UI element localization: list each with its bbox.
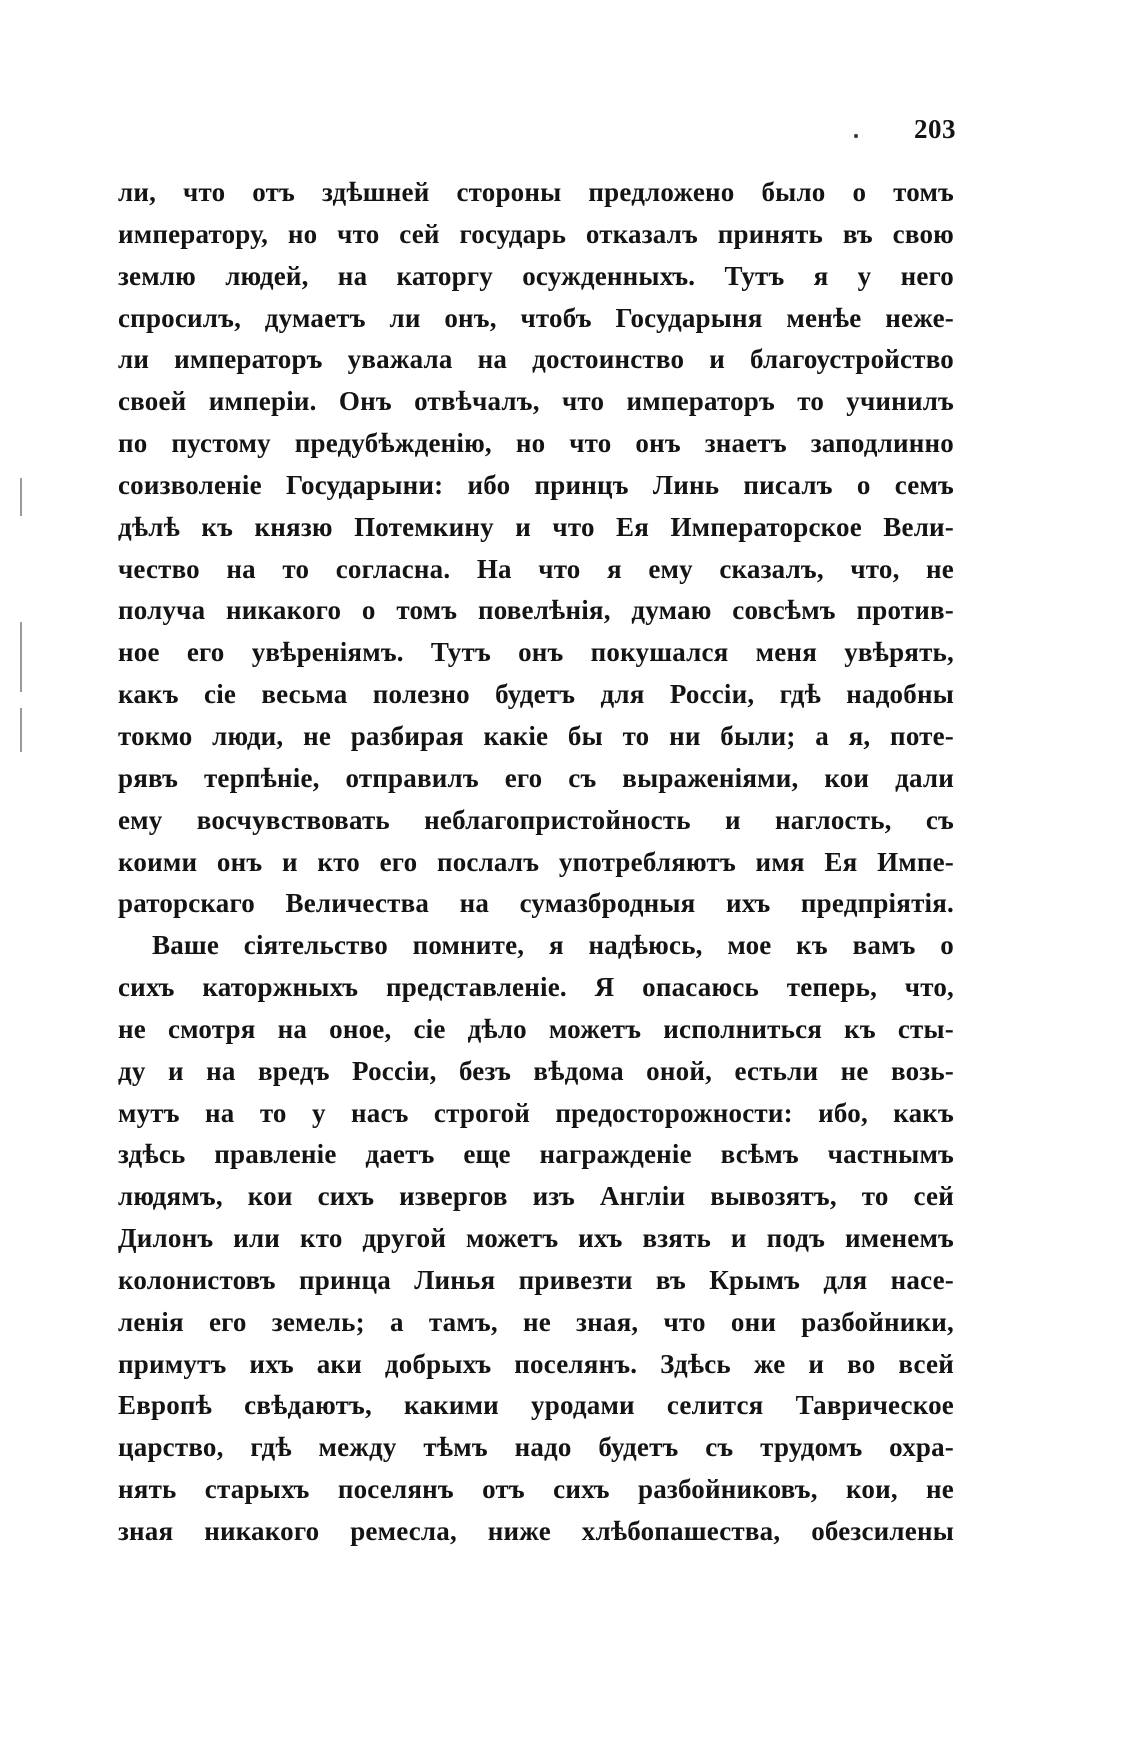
text-line: соизволеніе Государыни: ибо принцъ Линь писалъ о семъ xyxy=(118,469,954,500)
text-line: чество на то согласна. На что я ему сказалъ, что, не xyxy=(118,553,954,584)
text-line: Европѣ свѣдаютъ, какими уродами селится Таврическое xyxy=(118,1390,954,1421)
text-line: ное его увѣреніямъ. Тутъ онъ покушался меня увѣрять, xyxy=(118,637,954,668)
text-line: императору, но что сей государь отказалъ принять въ свою xyxy=(118,218,954,249)
text-line: раторскаго Величества на сумазбродныя ихъ предпріятія. xyxy=(118,888,954,919)
text-line: не смотря на оное, сіе дѣло можетъ исполниться къ сты- xyxy=(118,1013,954,1044)
text-line: рявъ терпѣніе, отправилъ его съ выраженіями, кои дали xyxy=(118,762,954,793)
text-line: людямъ, кои сихъ извергов изъ Англіи вывозятъ, то сей xyxy=(118,1181,954,1212)
printer-dot xyxy=(854,134,858,138)
text-line: по пустому предубѣжденію, но что онъ знаетъ заподлинно xyxy=(118,428,954,459)
margin-scan-mark xyxy=(20,622,22,692)
body-text xyxy=(118,172,954,1553)
text-line: царство, гдѣ между тѣмъ надо будетъ съ трудомъ охра- xyxy=(118,1432,954,1463)
margin-scan-mark xyxy=(20,478,22,516)
text-line: ленія его земель; а тамъ, не зная, что они разбойники, xyxy=(118,1306,954,1337)
text-line: токмо люди, не разбирая какіе бы то ни были; а я, поте- xyxy=(118,720,954,751)
text-line: здѣсь правленіе даетъ еще награжденіе всѣмъ частнымъ xyxy=(118,1139,954,1170)
text-line: спросилъ, думаетъ ли онъ, чтобъ Государыня менѣе неже- xyxy=(118,302,954,333)
text-line: землю людей, на каторгу осужденныхъ. Тутъ я у него xyxy=(118,260,954,291)
text-line: сихъ каторжныхъ представленіе. Я опасаюсь теперь, что, xyxy=(118,972,954,1003)
text-line: зная никакого ремесла, ниже хлѣбопашества, обезсилены xyxy=(118,1516,954,1546)
text-line: коими онъ и кто его послалъ употребляютъ имя Ея Импе- xyxy=(118,846,954,877)
text-line: какъ сіе весьма полезно будетъ для Россіи, гдѣ надобны xyxy=(118,679,954,710)
page-number: 203 xyxy=(914,114,956,144)
text-line: Дилонъ или кто другой можетъ ихъ взять и подъ именемъ xyxy=(118,1223,954,1254)
margin-scan-mark xyxy=(20,708,22,752)
text-line: ему восчувствовать неблагопристойность и наглость, съ xyxy=(118,804,954,835)
text-line: примутъ ихъ аки добрыхъ поселянъ. Здѣсь же и во всей xyxy=(118,1348,954,1379)
text-line: мутъ на то у насъ строгой предосторожности: ибо, какъ xyxy=(118,1097,954,1128)
text-line: своей имперіи. Онъ отвѣчалъ, что императоръ то учинилъ xyxy=(118,386,954,417)
text-line: ду и на вредъ Россіи, безъ вѣдома оной, естьли не возь- xyxy=(118,1055,954,1086)
text-line: колонистовъ принца Линья привезти въ Крымъ для насе- xyxy=(118,1264,954,1295)
text-line: ли, что отъ здѣшней стороны предложено было о томъ xyxy=(118,177,954,207)
paragraph-first-line: Ваше сіятельство помните, я надѣюсь, мое къ вамъ о xyxy=(152,930,954,961)
text-line: ли императоръ уважала на достоинство и благоустройство xyxy=(118,344,954,375)
text-line: дѣлѣ къ князю Потемкину и что Ея Императорское Вели- xyxy=(118,511,954,542)
text-line: нять старыхъ поселянъ отъ сихъ разбойниковъ, кои, не xyxy=(118,1474,954,1505)
text-line: получа никакого о томъ повелѣнія, думаю совсѣмъ против- xyxy=(118,595,954,626)
